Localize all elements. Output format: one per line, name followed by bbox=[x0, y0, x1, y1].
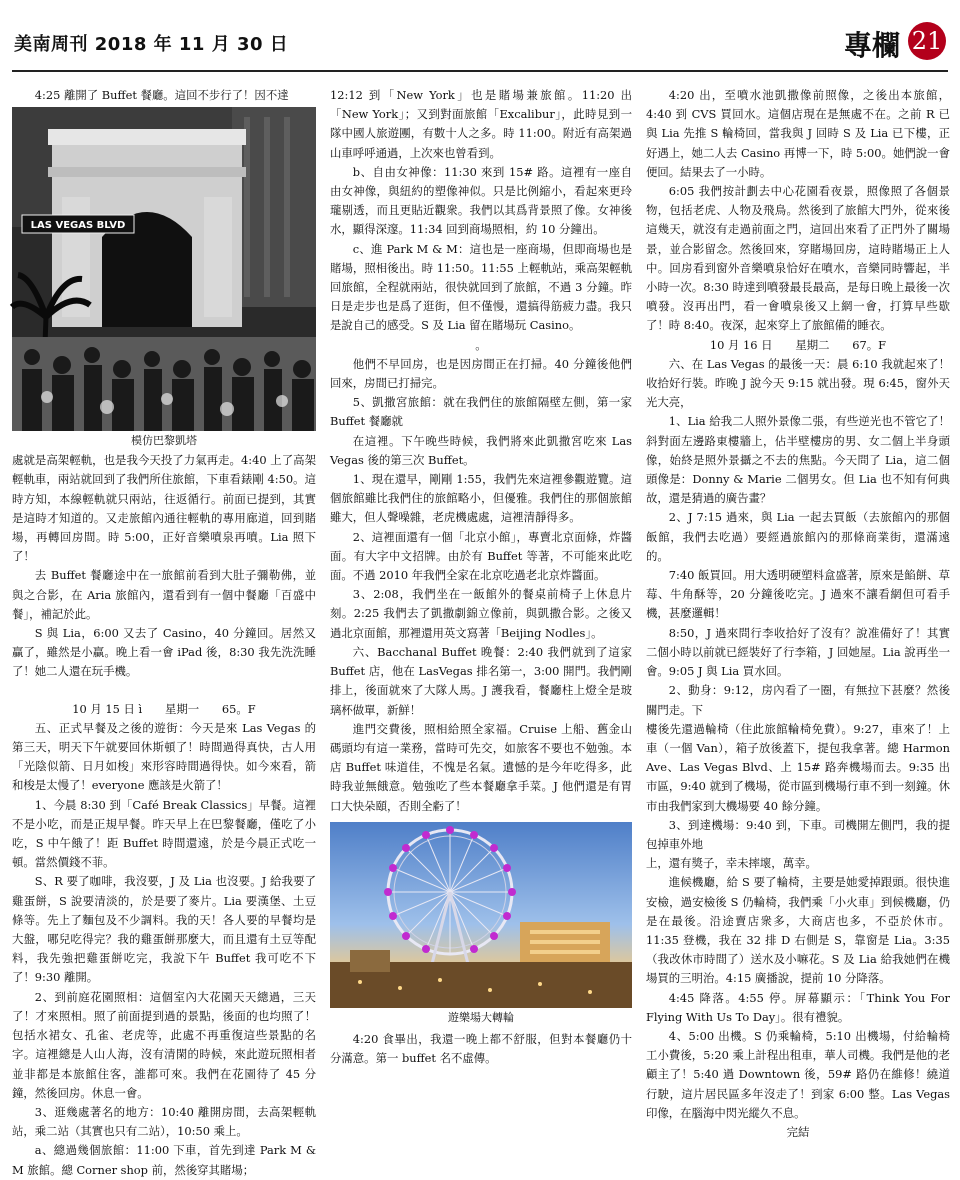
page-number-badge: 21 bbox=[908, 22, 946, 60]
column-title: 專欄 bbox=[843, 29, 900, 62]
paragraph: 4:20 食畢出，我還一晚上都不舒服，但對本餐廳仍十分滿意。第一 buffet 名不虛傳。 bbox=[330, 1031, 632, 1065]
article-column-2 bbox=[330, 86, 632, 1098]
paragraph: 六、Bacchanal Buffet 晚餐：2:40 我們就到了這家 Buffet 店，他在 LasVegas 排名第一，3:00 開門。我們剛排上，後面就來了大隊人馬。J 護我看，餐廳柱上燈全是玻璃杯做單，新鮮！ bbox=[330, 644, 632, 717]
paragraph: 1、Lia 給我二人照外景像二張，有些逆光也不管它了！斜對面左邊路東樓牆上，佔半壁樓房的男、女二個上半身頭像，始終是照外景攝之不去的焦點。今天問了 Lia，這二個頭像是：Donny & Marie 二個男女。但 Lia 也不知有何典故，還是猜過的廣告畫？ bbox=[646, 414, 950, 506]
ferris-wheel-caption: 遊樂場大轉輪 bbox=[448, 1010, 514, 1024]
paragraph: 在這裡。下午晚些時候，我們將來此凱撒宮吃來 Las Vegas 後的第三次 Buffet。 bbox=[330, 433, 632, 467]
paragraph: 7:40 飯買回。用大透明硬塑料盒盛著，原來是餡餅、草莓、牛角酥等，20 分鐘後吃完。J 過來不讓看網但可看手機，甚麼邏輯！ bbox=[646, 568, 950, 621]
paragraph: a、總過幾個旅館：11:00 下車，首先到達 Park M & M 旅館。總 Corner shop 前，然後穿其賭場； bbox=[12, 1143, 316, 1177]
paragraph: 8:50，J 過來問行李收拾好了沒有？說准備好了！其實二個小時以前就已經裝好了行李箱，J 回她屋。Lia 說再坐一會。9:05 J 與 Lia 買水回。 bbox=[646, 625, 950, 679]
page-header bbox=[0, 0, 960, 62]
paragraph: 5、凱撒宮旅館：就在我們住的旅館隔壁左側，第一家 Buffet 餐廳就 bbox=[330, 395, 632, 429]
paragraph: 12:12 到「New York」也是賭場兼旅館。11:20 出「New York」；又到對面旅館「Excalibur」，此時見到一隊中國人旅遊團，有數十人之多。時 11:00。附近有高架過山車呼呼通過，上次來也曾看到。 bbox=[330, 88, 632, 160]
ferris-wheel-illustration bbox=[330, 822, 632, 1008]
paragraph: 6:05 我們按計劃去中心花園看夜景，照像照了各個景物，包括老虎、人物及飛鳥。然後到了旅館大門外，從來後這幾天，就沒有走過前面之門，這回出來看了正門外了關場景，並合影留念。然後回來，穿賭場回房，這時賭場正上人中。回房看到窗外音樂噴泉恰好在噴水，音樂同時響起，半小時一次。8:30 時達到噴發最長最高，是每日晚上最後一次噴發。沒再出門，看一會噴泉後又上網一會，打算早些歇了！時 8:40。夜深，起來穿上了旅館備的睡衣。 bbox=[646, 184, 950, 333]
arch-photo-caption: 模仿巴黎凱塔 bbox=[131, 434, 197, 448]
ferris-wheel-photo bbox=[330, 822, 632, 1008]
paragraph: 4:45 降落。4:55 停。屏幕顯示：「Think You For Flying With Us To Day」。很有禮貌。 bbox=[646, 990, 950, 1024]
paragraph: 3、到達機場：9:40 到，下車。司機開左側門，我的提包掉車外地 bbox=[646, 817, 950, 851]
paragraph: 進門交費後，照相給照全家福。Cruise 上船、舊金山碼頭均有這一業務，當時可先交，如旅客不要也不勉強。本店 Buffet 味道佳，不愧是名氣。遺憾的是今年吃得多，此時我並無餓意。勉強吃了些本餐廳拿手菜。J 他們還是有胃口大快朵頤，否則全虧了！ bbox=[330, 721, 632, 813]
paragraph: 4:25 離開了 Buffet 餐廳。這回不步行了！因不達 bbox=[34, 88, 289, 102]
paragraph: 六、在 Las Vegas 的最後一天：晨 6:10 我就起來了！收拾好行裝。昨晚 J 說今天 9:15 就出發。現 6:45，窗外天光大亮， bbox=[646, 356, 950, 410]
paragraph: 3、逛幾處著名的地方：10:40 離開房間，去高架輕軌站，乘二站（其實也只有二站），10:50 乘上。 bbox=[12, 1104, 316, 1139]
arch-illustration bbox=[12, 107, 316, 431]
paragraph: 2、動身：9:12，房內看了一圈，有無拉下甚麼？然後關門走。下 bbox=[646, 683, 950, 717]
end-mark: 完結 bbox=[786, 1124, 810, 1139]
paragraph: 4、5:00 出機。S 仍乘輪椅，5:10 出機場，付給輪椅工小費後，5:20 乘上計程出租車，華人司機。我們是他的老顧主了！5:40 過 Downtown 後，59# 路仍在維修！繞道行駛，這片居民區多年沒走了！到家 6:00 整。Las Vegas 印像，在腦海中閃光縱久不息。 bbox=[646, 1028, 950, 1120]
paragraph: 樓後先還過輪椅（住此旅館輪椅免費）。9:27，車來了！上車（一個 Van），箱子放後蓋下，提包我拿著。總 Harmon Ave、Las Vegas Blvd、上 15# 路奔機場而去。9:35 出市區，9:40 就到了機場，從市區到機場行車不到一刻鐘。休市由我們家到大機場要 40 餘分鐘。 bbox=[646, 721, 950, 813]
paragraph: b、自由女神像：11:30 來到 15# 路。這裡有一座自由女神像，與紐約的塑像神似。只是比例縮小，看起來更玲瓏剔透，而且更貼近觀衆。我們以其爲背景照了像。女神後水，顯得深邃。11:34 回到商場照相，約 10 分鐘出。 bbox=[330, 164, 632, 237]
date-line: 10 月 15 日 ì 星期一 65。F bbox=[72, 701, 256, 716]
paragraph: 2、這裡面還有一個「北京小館」，專賣北京面條，炸醬面。有大字中文招牌。由於有 Buffet 等著，不可能來此吃面。不過 2010 年我們全家在北京吃過老北京炸醬面。 bbox=[330, 529, 632, 583]
paragraph: S、R 要了咖啡，我沒要，J 及 Lia 也沒要。J 給我要了雞蛋餅，S 說要清淡的，於是要了麥片。Lia 要漢堡、土豆條等。先上了麵包及不少調料。我的天！各人要的早餐均是大盤，哪兒吃得完？我的雞蛋餅那麼大，而且還有土豆等配料，我先強把雞蛋餅吃完，我說下午 Buffet 我可吃不下了！9:30 離開。 bbox=[12, 874, 316, 985]
publication-date: 美南周刊 2018 年 11 月 30 日 bbox=[14, 34, 289, 55]
paragraph: 2、J 7:15 過來，與 Lia 一起去買飯（去旅館內的那個飯館，我們去吃過）要經過旅館內的那條商業街，還滿遠的。 bbox=[646, 510, 950, 563]
paragraph: 他們不早回房，也是因房間正在打掃。40 分鐘後他們回來，房間已打掃完。 bbox=[330, 356, 632, 391]
paragraph: 去 Buffet 餐廳途中在一旅館前看到大肚子彌勒佛，並與之合影，在 Aria 旅館內，還看到有一個中餐廳「百盛中餐」，補記於此。 bbox=[12, 568, 316, 621]
paragraph: 五、正式早餐及之後的遊街：今天是來 Las Vegas 的第三天，明天下午就要回休斯頓了！時間過得真快，古人用「光陰似箭、日月如梭」來形容時間過得快。如今來看，箭和梭是太慢了！everyone 應該是火箭了！ bbox=[12, 720, 316, 793]
street-sign-text: LAS VEGAS BLVD bbox=[30, 220, 126, 232]
paragraph: 進候機廳，給 S 要了輪椅，主要是她愛掉跟頭。很快進安檢，過安檢後 S 仍輪椅，我們乘「小火車」到候機廳，仍是在最後。沿途賣店衆多，大商店也多，不亞於休市。11:35 登機，我在 32 排 D 右側是 S，靠窗是 Lia。3:35（我改休市時間了）送水及小嘛花。S 及 Lia 給我她們在機場買的三明治。4:15 廣播說，提前 10 分降落。 bbox=[646, 875, 950, 986]
header-rule bbox=[12, 70, 948, 72]
paragraph: 1、今晨 8:30 到「Café Break Classics」早餐。這裡不是小吃，而是正規早餐。昨天早上在巴黎餐廳，僅吃了小吃，S 中午餓了！距 Buffet 時間還遠，於是今晨正式吃一頓。當然價錢不菲。 bbox=[12, 797, 316, 870]
article-column-1 bbox=[12, 86, 316, 1177]
paragraph: S 與 Lia，6:00 又去了 Casino，40 分鐘回。居然又贏了，雖然是小贏。晚上看一會 iPad 後，8:30 我先洗洗睡了！她二人還在玩手機。 bbox=[12, 626, 316, 679]
arc-de-triomphe-photo bbox=[12, 107, 316, 431]
paragraph: 。 bbox=[475, 337, 487, 352]
paragraph: 4:20 出，至噴水池凱撒像前照像，之後出本旅館，4:40 到 CVS 買回水。這個店現在是無處不在。之前 R 已與 Lia 先推 S 輪椅回，當我與 J 回時 S 及 Lia 已下樓，正好遇上，她二人去 Casino 再博一下，時 5:00。她們說一會便回。結果去了一小時。 bbox=[646, 88, 950, 179]
date-line: 10 月 16 日 星期二 67。F bbox=[709, 337, 887, 352]
paragraph: 上，還有獎子，幸未摔壞，萬幸。 bbox=[646, 856, 817, 871]
arch-photo-figure bbox=[12, 107, 316, 449]
article-column-3 bbox=[646, 86, 950, 1139]
paragraph: 1、現在還早，剛剛 1:55，我們先來這裡參觀遊覽。這個旅館雖比我們住的旅館略小，但優雅。我們住的那個旅館雖大，但人聲噪雜，老虎機處處，這裡清靜得多。 bbox=[330, 472, 632, 525]
paragraph: 處就是高架輕軌，也是我今天投了力氣再走。4:40 上了高架輕軌車，兩站就回到了我們所住旅館，下車看錶剛 4:50。這時方知，本線輕軌就只兩站，往返循行。前面已提到，其實是這時才知道的。又走旅館內通往輕軌的專用廊道，回到賭場，再轉回房間。時 5:00，正好音樂噴泉再噴。Lia 照下了！ bbox=[12, 453, 316, 564]
paragraph: 3、2:08，我們坐在一飯館外的餐桌前椅子上休息片刻。2:25 我們去了凱撒劇錦立像前，與凱撒合影。之後又過北京面館，那裡還用英文寫著「Beijing Nodles」。 bbox=[330, 587, 632, 640]
ferris-wheel-photo-figure bbox=[330, 822, 632, 1026]
paragraph: c、進 Park M & M：這也是一座商場，但即商場也是賭場，照相後出。時 11:50。11:55 上輕軌站，乘高架輕軌回旅館，全程就兩站，很快就回到了旅館，不過 3 分鐘。昨日是走步也是爲了逛街，但不僅慢，還搞得筋疲力盡。我只是說自己的感受。S 及 Lia 留在賭場玩 Casino。 bbox=[330, 241, 632, 333]
paragraph: 2、到前庭花園照相：這個室內大花園天天總過，三天了！才來照相。照了前面提到過的景點，後面的也均照了！包括水裙女、孔雀、老虎等，此處不再重復這些景點的名字。這裡總是人山人海，沒有清閑的時候，來此遊玩照相者並非都是本旅館住客，誰都可來。我們在花園待了 45 分鐘，然後回房。休息一會。 bbox=[12, 989, 316, 1100]
